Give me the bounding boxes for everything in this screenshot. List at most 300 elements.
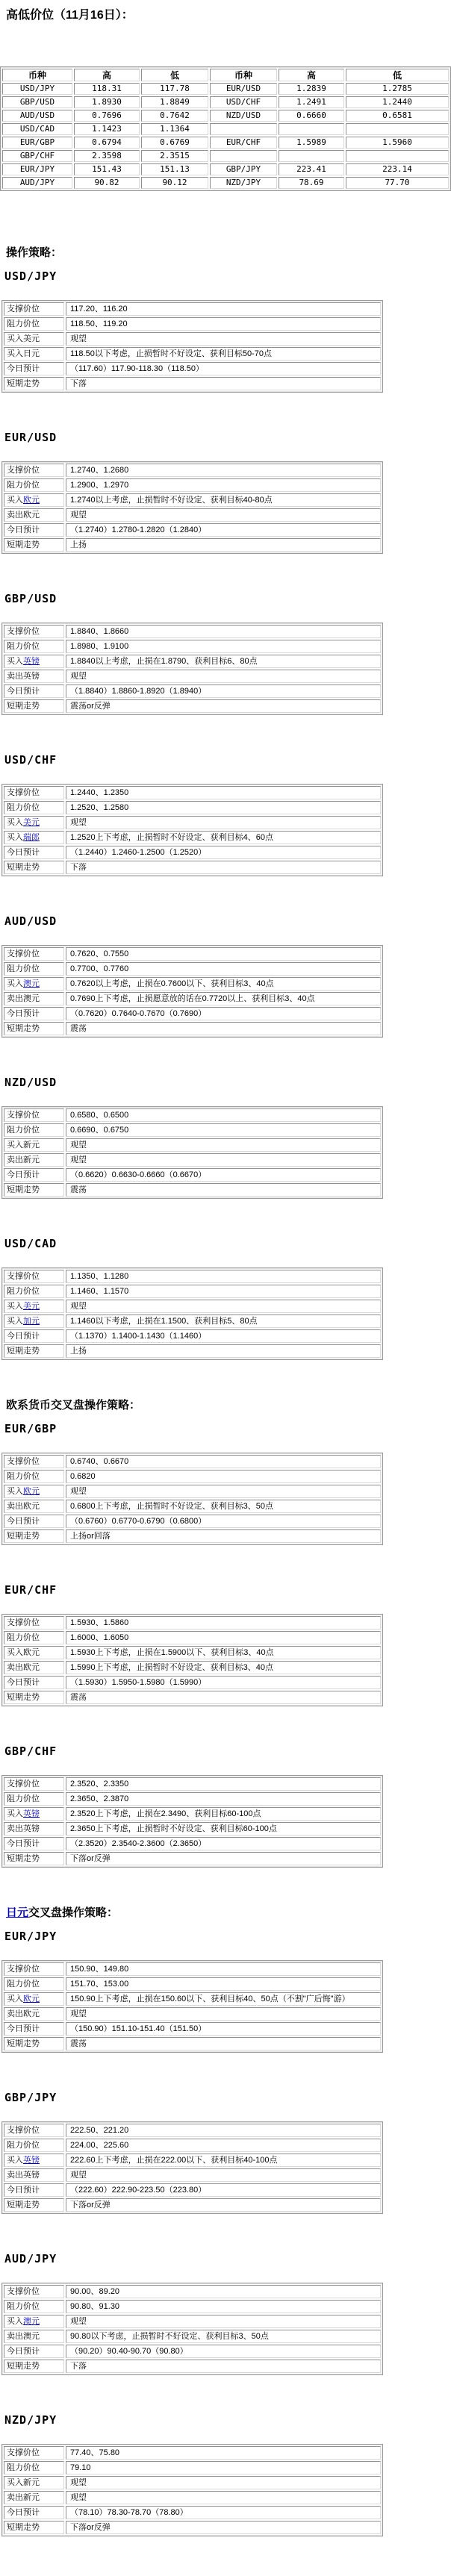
- strategy-row: [4, 1300, 381, 1313]
- row-label: [4, 670, 64, 683]
- row-label: [4, 1777, 64, 1791]
- hl-pair-cell: NZD/JPY: [210, 177, 277, 189]
- high-low-table: [0, 66, 451, 191]
- row-value: 150.90、149.80: [66, 1962, 381, 1976]
- row-label-text: 卖出英镑: [7, 2171, 40, 2180]
- strategy-row: [4, 1807, 381, 1821]
- buy-currency-link[interactable]: 澳元: [23, 979, 40, 988]
- group-heading-text: 欧系货币交叉盘操作策略：: [6, 1399, 141, 1412]
- row-label: [4, 362, 64, 375]
- row-value: 1.8840、1.8660: [66, 625, 381, 638]
- strategy-row: [4, 831, 381, 844]
- strategy-row: [4, 2521, 381, 2534]
- section-NZD-JPY: [0, 2415, 451, 2536]
- high-low-tbody: [2, 69, 449, 189]
- strategy-row: [4, 2446, 381, 2460]
- pair-title: NZD/USD: [4, 1076, 57, 1089]
- row-value: （1.8840）1.8860-1.8920（1.8940）: [66, 684, 381, 698]
- row-label: [4, 1792, 64, 1806]
- hl-value-cell: 1.8930: [74, 96, 140, 108]
- row-value: 77.40、75.80: [66, 2446, 381, 2460]
- row-label-text: 阻力价位: [7, 1126, 40, 1135]
- row-value: 下落or反弹: [66, 2521, 381, 2534]
- hl-value-cell: 151.13: [141, 163, 208, 175]
- row-value: 观望: [66, 508, 381, 522]
- row-label: [4, 2168, 64, 2182]
- row-label-text: 阻力价位: [7, 1287, 40, 1296]
- row-label-text: 短期走势: [7, 379, 40, 388]
- buy-currency-link[interactable]: 欧元: [23, 1995, 40, 2003]
- strategy-row: [4, 1329, 381, 1343]
- row-label-text: 支撑价位: [7, 305, 40, 314]
- buy-currency-link[interactable]: 欧元: [23, 1487, 40, 1496]
- section-AUD-JPY: [0, 2254, 451, 2375]
- row-label-text: 支撑价位: [7, 2126, 40, 2135]
- strategy-row: [4, 640, 381, 653]
- row-value: 上扬: [66, 538, 381, 552]
- row-label: [4, 523, 64, 537]
- row-label: [4, 2183, 64, 2197]
- hl-value-cell: 223.41: [279, 163, 344, 175]
- row-value: 1.8840以上考虑，止损在1.8790、获利目标6、80点: [66, 655, 381, 668]
- row-label-text: 买入: [7, 657, 23, 666]
- hl-value-cell: 1.5960: [346, 137, 449, 149]
- section-GBP-USD: [0, 593, 451, 715]
- strategy-table-EUR-GBP: [1, 1453, 383, 1545]
- row-value: （2.3520）2.3540-2.3600（2.3650）: [66, 1837, 381, 1850]
- strategy-row: [4, 1485, 381, 1498]
- hl-value-cell: 0.7642: [141, 110, 208, 122]
- hl-row: [2, 150, 449, 162]
- buy-currency-link[interactable]: 加元: [23, 1317, 40, 1326]
- row-label-text: 阻力价位: [7, 642, 40, 651]
- strategy-row: [4, 523, 381, 537]
- strategy-row: [4, 2007, 381, 2021]
- row-value: 1.1460以下考虑，止损在1.1500、获利目标5、80点: [66, 1314, 381, 1328]
- row-value: 2.3520、2.3350: [66, 1777, 381, 1791]
- section-NZD-USD: [0, 1077, 451, 1199]
- row-label-text: 卖出新元: [7, 1156, 40, 1164]
- strategy-row: [4, 1138, 381, 1152]
- row-label-text: 支撑价位: [7, 1780, 40, 1788]
- row-label: [4, 1108, 64, 1122]
- row-label-text: 买入: [7, 1487, 23, 1496]
- strategy-row: [4, 801, 381, 814]
- row-label: [4, 1183, 64, 1197]
- row-value: 2.3650、2.3870: [66, 1792, 381, 1806]
- strategy-row: [4, 2022, 381, 2036]
- row-value: 79.10: [66, 2461, 381, 2474]
- row-label: [4, 2154, 64, 2167]
- strategy-row: [4, 493, 381, 507]
- row-value: 观望: [66, 2491, 381, 2504]
- row-label: [4, 861, 64, 874]
- strategy-table-GBP-CHF: [1, 1775, 383, 1868]
- row-value: 上扬or回落: [66, 1529, 381, 1543]
- buy-currency-link[interactable]: 瑞郎: [23, 833, 40, 842]
- hl-value-cell: 0.6794: [74, 137, 140, 149]
- hl-row: [2, 83, 449, 95]
- row-label: [4, 1822, 64, 1836]
- row-label-text: 卖出英镑: [7, 1824, 40, 1833]
- buy-currency-link[interactable]: 澳元: [23, 2317, 40, 2326]
- row-label-text: 短期走势: [7, 1024, 40, 1033]
- row-value: （78.10）78.30-78.70（78.80）: [66, 2506, 381, 2519]
- row-label: [4, 302, 64, 316]
- hl-value-cell: 1.2491: [279, 96, 344, 108]
- row-label: [4, 1455, 64, 1468]
- hl-pair-cell: GBP/USD: [2, 96, 72, 108]
- row-label: [4, 1661, 64, 1674]
- row-value: 下落: [66, 377, 381, 390]
- hl-value-cell: 77.70: [346, 177, 449, 189]
- row-label: [4, 1837, 64, 1850]
- row-label: [4, 2521, 64, 2534]
- strategy-table-EUR-USD: [1, 461, 383, 554]
- row-label: [4, 2139, 64, 2152]
- row-value: （0.7620）0.7640-0.7670（0.7690）: [66, 1007, 381, 1020]
- hl-pair-cell: USD/JPY: [2, 83, 72, 95]
- hl-value-cell: 0.6581: [346, 110, 449, 122]
- row-label: [4, 947, 64, 961]
- row-label-text: 短期走势: [7, 2201, 40, 2209]
- buy-currency-link[interactable]: 英镑: [23, 1809, 40, 1818]
- strategy-row: [4, 2168, 381, 2182]
- row-label-text: 卖出欧元: [7, 1663, 40, 1672]
- strategy-row: [4, 1183, 381, 1197]
- row-value: （117.60）117.90-118.30（118.50）: [66, 362, 381, 375]
- row-value: （1.5930）1.5950-1.5980（1.5990）: [66, 1676, 381, 1689]
- strategy-row: [4, 508, 381, 522]
- group-heading: [6, 1400, 451, 1412]
- hl-value-cell: 2.3598: [74, 150, 140, 162]
- row-value: 观望: [66, 670, 381, 683]
- row-value: 上扬: [66, 1344, 381, 1358]
- row-label-text: 短期走势: [7, 1185, 40, 1194]
- row-label-text: 买入: [7, 833, 23, 842]
- strategy-row: [4, 977, 381, 991]
- section-USD-CAD: [0, 1238, 451, 1360]
- strategy-row: [4, 1646, 381, 1659]
- pair-title: EUR/USD: [4, 431, 57, 444]
- row-label: [4, 1852, 64, 1865]
- row-label: [4, 1962, 64, 1976]
- row-label: [4, 2446, 64, 2460]
- row-value: 观望: [66, 1485, 381, 1498]
- strategy-row: [4, 699, 381, 713]
- row-value: 震荡: [66, 1022, 381, 1035]
- strategy-row: [4, 1470, 381, 1483]
- strategy-row: [4, 2506, 381, 2519]
- strategy-row: [4, 317, 381, 331]
- hl-row: [2, 110, 449, 122]
- strategy-table-AUD-JPY: [1, 2283, 383, 2375]
- hl-pair-cell: AUD/USD: [2, 110, 72, 122]
- hl-value-cell: 223.14: [346, 163, 449, 175]
- row-label-text: 今日预计: [7, 1839, 40, 1848]
- buy-currency-link[interactable]: 英镑: [23, 657, 40, 666]
- row-label-text: 买入新元: [7, 2478, 40, 2487]
- strategy-row: [4, 2330, 381, 2343]
- row-value: 1.5990上下考虑，止损暂时不好设定、获利目标3、40点: [66, 1661, 381, 1674]
- row-value: （0.6760）0.6770-0.6790（0.6800）: [66, 1515, 381, 1528]
- row-value: 观望: [66, 1138, 381, 1152]
- row-label: [4, 332, 64, 346]
- row-label: [4, 1807, 64, 1821]
- row-label: [4, 2022, 64, 2036]
- row-value: 1.2520上下考虑，止损暂时不好设定、获利目标4、60点: [66, 831, 381, 844]
- strategy-row: [4, 2315, 381, 2328]
- row-value: 观望: [66, 816, 381, 829]
- row-value: 117.20、116.20: [66, 302, 381, 316]
- pair-title: AUD/USD: [4, 914, 57, 928]
- row-label: [4, 377, 64, 390]
- hl-header-cell: 高: [74, 69, 140, 81]
- strategy-row: [4, 625, 381, 638]
- row-value: 1.2900、1.2970: [66, 478, 381, 492]
- hl-pair-cell: EUR/GBP: [2, 137, 72, 149]
- row-label-text: 今日预计: [7, 364, 40, 373]
- hl-pair-cell: AUD/JPY: [2, 177, 72, 189]
- row-label-text: 短期走势: [7, 702, 40, 711]
- row-label-text: 短期走势: [7, 540, 40, 549]
- row-label: [4, 508, 64, 522]
- strategy-row: [4, 2461, 381, 2474]
- row-label: [4, 962, 64, 976]
- section-EUR-CHF: [0, 1585, 451, 1706]
- strategy-row: [4, 1529, 381, 1543]
- row-label-text: 阻力价位: [7, 1472, 40, 1481]
- row-value: （0.6620）0.6630-0.6660（0.6670）: [66, 1168, 381, 1182]
- row-value: 1.2740、1.2680: [66, 464, 381, 477]
- hl-pair-cell: USD/CHF: [210, 96, 277, 108]
- row-label: [4, 1138, 64, 1152]
- row-value: （222.60）222.90-223.50（223.80）: [66, 2183, 381, 2197]
- row-label: [4, 538, 64, 552]
- row-value: 下落: [66, 2360, 381, 2373]
- row-label-text: 支撑价位: [7, 1272, 40, 1281]
- row-label-text: 买入欧元: [7, 1648, 40, 1657]
- row-label-text: 支撑价位: [7, 466, 40, 475]
- row-value: 2.3650上下考虑，止损暂时不好设定、获利目标60-100点: [66, 1822, 381, 1836]
- row-label: [4, 1007, 64, 1020]
- strategy-table-GBP-JPY: [1, 2121, 383, 2214]
- hl-value-cell: [279, 123, 344, 135]
- row-label-text: 支撑价位: [7, 627, 40, 636]
- row-label: [4, 816, 64, 829]
- buy-currency-link[interactable]: 美元: [23, 1302, 40, 1311]
- jpy-link[interactable]: 日元: [6, 1906, 29, 1919]
- row-value: 1.2520、1.2580: [66, 801, 381, 814]
- section-AUD-USD: [0, 916, 451, 1038]
- strategy-row: [4, 655, 381, 668]
- row-label: [4, 1153, 64, 1167]
- row-value: 2.3520上下考虑，止损在2.3490、获利目标60-100点: [66, 1807, 381, 1821]
- row-value: 0.6580、0.6500: [66, 1108, 381, 1122]
- row-value: （1.2740）1.2780-1.2820（1.2840）: [66, 523, 381, 537]
- row-label: [4, 1500, 64, 1513]
- row-value: 0.6740、0.6670: [66, 1455, 381, 1468]
- row-label: [4, 2007, 64, 2021]
- row-label-text: 阻力价位: [7, 1633, 40, 1642]
- row-value: 118.50以下考虑，止损暂时不好设定、获利目标50-70点: [66, 347, 381, 361]
- hl-header-cell: 高: [279, 69, 344, 81]
- strategy-row: [4, 1515, 381, 1528]
- row-label: [4, 1515, 64, 1528]
- row-label: [4, 1529, 64, 1543]
- row-label-text: 买入: [7, 1302, 23, 1311]
- hl-header-cell: 低: [346, 69, 449, 81]
- row-label: [4, 2506, 64, 2519]
- strategy-row: [4, 2183, 381, 2197]
- row-value: 1.8980、1.9100: [66, 640, 381, 653]
- row-label-text: 今日预计: [7, 2186, 40, 2195]
- row-label: [4, 2198, 64, 2212]
- strategy-row: [4, 670, 381, 683]
- strategy-table-EUR-CHF: [1, 1614, 383, 1706]
- hl-value-cell: 1.2440: [346, 96, 449, 108]
- row-label-text: 短期走势: [7, 863, 40, 872]
- strategy-table-NZD-JPY: [1, 2444, 383, 2536]
- pair-title: EUR/JPY: [4, 1930, 57, 1943]
- strategy-table-AUD-USD: [1, 945, 383, 1038]
- row-label: [4, 1616, 64, 1630]
- section-GBP-CHF: [0, 1746, 451, 1868]
- row-value: 150.90上下考虑，止损在150.60以下、获利目标40、50点（不割"广后悔"游）: [66, 1992, 381, 2006]
- strategy-row: [4, 1108, 381, 1122]
- section-GBP-JPY: [0, 2092, 451, 2214]
- row-label: [4, 640, 64, 653]
- group-heading-text: 操作策略：: [6, 246, 63, 259]
- strategy-row: [4, 1270, 381, 1283]
- row-label-text: 卖出澳元: [7, 994, 40, 1003]
- row-label-text: 短期走势: [7, 2523, 40, 2532]
- row-value: 观望: [66, 2315, 381, 2328]
- hl-value-cell: 1.8849: [141, 96, 208, 108]
- strategy-row: [4, 947, 381, 961]
- row-value: （90.20）90.40-90.70（90.80）: [66, 2345, 381, 2358]
- row-label: [4, 2461, 64, 2474]
- group-heading-text: 交叉盘操作策略：: [28, 1906, 119, 1919]
- row-label: [4, 1977, 64, 1991]
- row-label-text: 买入: [7, 1995, 23, 2003]
- strategy-row: [4, 1168, 381, 1182]
- row-label-text: 阻力价位: [7, 964, 40, 973]
- buy-currency-link[interactable]: 英镑: [23, 2156, 40, 2165]
- row-label-text: 支撑价位: [7, 1111, 40, 1120]
- strategy-row: [4, 1676, 381, 1689]
- row-label: [4, 2330, 64, 2343]
- row-label: [4, 977, 64, 991]
- strategy-row: [4, 302, 381, 316]
- row-label-text: 买入: [7, 496, 23, 505]
- row-label: [4, 1314, 64, 1328]
- hl-pair-cell: GBP/JPY: [210, 163, 277, 175]
- strategy-row: [4, 962, 381, 976]
- row-label-text: 短期走势: [7, 1693, 40, 1702]
- row-value: 下落: [66, 861, 381, 874]
- row-value: 90.00、89.20: [66, 2285, 381, 2298]
- row-value: 下落or反弹: [66, 2198, 381, 2212]
- strategy-table-USD-CHF: [1, 784, 383, 876]
- row-label: [4, 478, 64, 492]
- hl-value-cell: 78.69: [279, 177, 344, 189]
- hl-pair-cell: GBP/CHF: [2, 150, 72, 162]
- group-heading: [6, 1907, 451, 1919]
- row-label-text: 支撑价位: [7, 949, 40, 958]
- strategy-row: [4, 1792, 381, 1806]
- pair-title: EUR/GBP: [4, 1422, 57, 1435]
- buy-currency-link[interactable]: 欧元: [23, 496, 40, 505]
- strategy-table-NZD-USD: [1, 1106, 383, 1199]
- strategy-row: [4, 347, 381, 361]
- row-label-text: 今日预计: [7, 526, 40, 534]
- row-label-text: 买入新元: [7, 1141, 40, 1150]
- row-value: 震荡: [66, 2037, 381, 2050]
- hl-header-cell: 币种: [2, 69, 72, 81]
- strategy-row: [4, 2345, 381, 2358]
- strategy-row: [4, 1022, 381, 1035]
- row-label: [4, 317, 64, 331]
- section-USD-JPY: [0, 271, 451, 393]
- hl-value-cell: 2.3515: [141, 150, 208, 162]
- hl-pair-cell: NZD/USD: [210, 110, 277, 122]
- row-label: [4, 2315, 64, 2328]
- strategy-row: [4, 861, 381, 874]
- row-label: [4, 2360, 64, 2373]
- pair-title: USD/CHF: [4, 753, 57, 767]
- strategy-row: [4, 1285, 381, 1298]
- row-label: [4, 1270, 64, 1283]
- row-label: [4, 625, 64, 638]
- row-label-text: 今日预计: [7, 2024, 40, 2033]
- hl-value-cell: 151.43: [74, 163, 140, 175]
- hl-value-cell: [346, 123, 449, 135]
- strategy-row: [4, 992, 381, 1005]
- hl-value-cell: 117.78: [141, 83, 208, 95]
- strategy-table-GBP-USD: [1, 623, 383, 715]
- hl-row: [2, 177, 449, 189]
- row-label: [4, 699, 64, 713]
- row-label-text: 卖出欧元: [7, 511, 40, 520]
- row-value: 观望: [66, 2007, 381, 2021]
- strategy-row: [4, 1500, 381, 1513]
- hl-pair-cell: [210, 123, 277, 135]
- strategy-row: [4, 2037, 381, 2050]
- hl-value-cell: 1.1364: [141, 123, 208, 135]
- row-value: 0.6690、0.6750: [66, 1123, 381, 1137]
- row-value: 224.00、225.60: [66, 2139, 381, 2152]
- strategy-row: [4, 362, 381, 375]
- strategy-row: [4, 2360, 381, 2373]
- row-label-text: 卖出新元: [7, 2493, 40, 2502]
- section-EUR-JPY: [0, 1931, 451, 2053]
- row-label-text: 今日预计: [7, 687, 40, 696]
- row-label: [4, 992, 64, 1005]
- strategy-row: [4, 1616, 381, 1630]
- row-label-text: 阻力价位: [7, 319, 40, 328]
- hl-pair-cell: EUR/CHF: [210, 137, 277, 149]
- strategy-row: [4, 2154, 381, 2167]
- buy-currency-link[interactable]: 美元: [23, 818, 40, 827]
- hl-value-cell: [279, 150, 344, 162]
- row-label-text: 买入: [7, 979, 23, 988]
- hl-row: [2, 163, 449, 175]
- hl-header-cell: 低: [141, 69, 208, 81]
- section-EUR-USD: [0, 432, 451, 554]
- row-label-text: 支撑价位: [7, 788, 40, 797]
- row-value: 222.60上下考虑，止损在222.00以下、获利目标40-100点: [66, 2154, 381, 2167]
